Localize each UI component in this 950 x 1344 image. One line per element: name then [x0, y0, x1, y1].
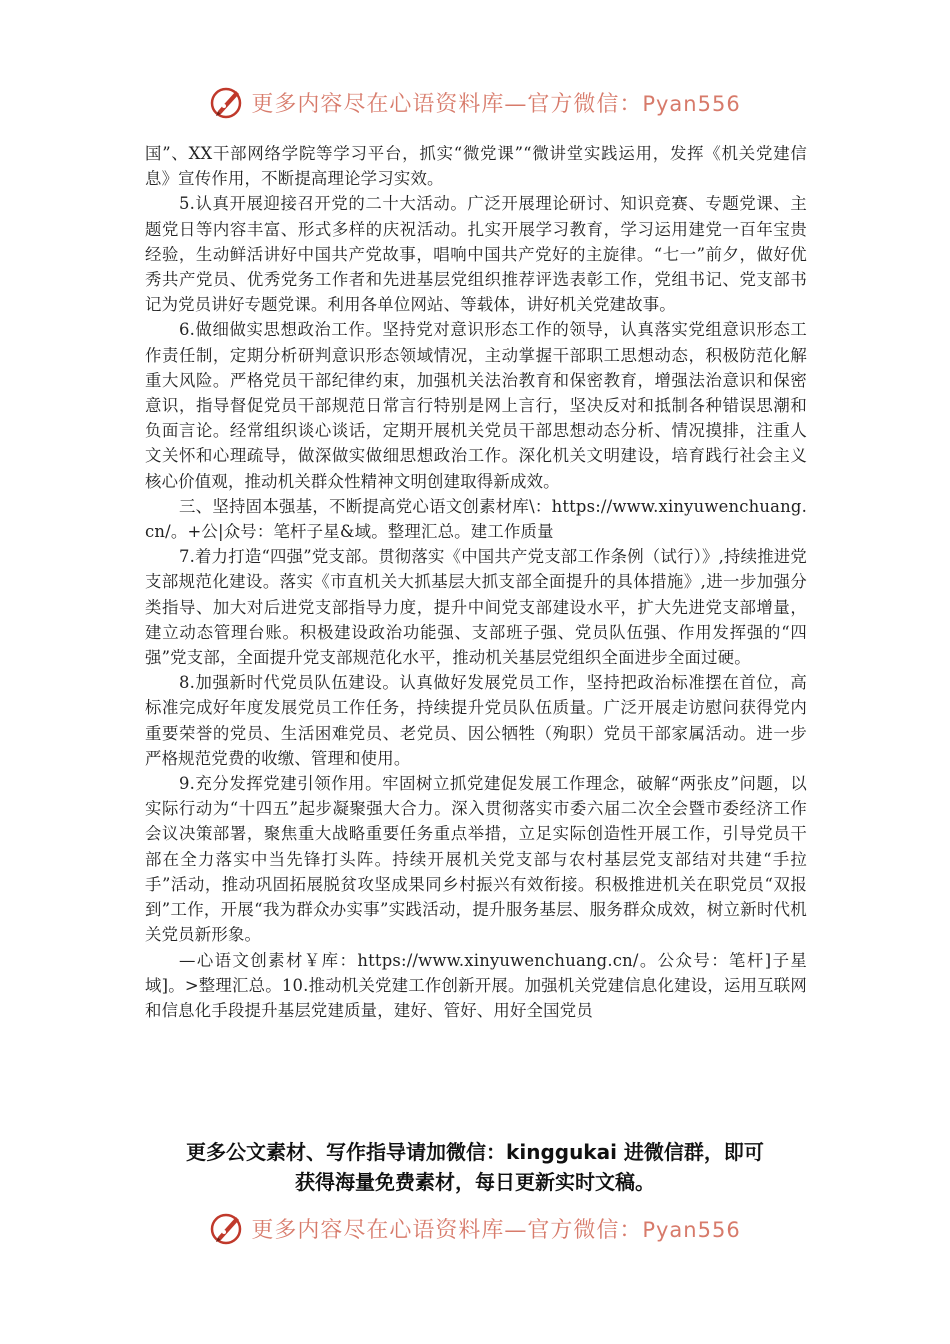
document-body	[145, 141, 807, 1023]
paragraph-6: 8.加强新时代党员队伍建设。认真做好发展党员工作，坚持把政治标准摆在首位，高标准完成好年度发展党员工作任务，持续提升党员队伍质量。广泛开展走访慰问获得党内重要荣誉的党员、生活困难党员、老党员、因公牺牲（殉职）党员干部家属活动。进一步严格规范党费的收缴、管理和使用。	[145, 673, 807, 768]
wechat-id: Pyan556	[642, 1217, 741, 1242]
pen-logo-icon	[209, 1210, 245, 1246]
pen-logo-icon	[209, 84, 245, 120]
paragraph-3: 6.做细做实思想政治工作。坚持党对意识形态工作的领导，认真落实党组意识形态工作责任制，定期分析研判意识形态领域情况，主动掌握干部职工思想动态，积极防范化解重大风险。严格党员干部纪律约束，加强机关法治教育和保密教育，增强法治意识和保密意识，指导督促党员干部规范日常言行特别是网上言行，坚决反对和抵制各种错误思潮和负面言论。经常组织谈心谈话，定期开展机关党员干部思想动态分析、情况摸排，注重人文关怀和心理疏导，做深做实做细思想政治工作。深化机关文明建设，培育践行社会主义核心价值观，推动机关群众性精神文明创建取得新成效。	[145, 320, 807, 491]
header-banner	[0, 84, 950, 120]
paragraph-7: 9.充分发挥党建引领作用。牢固树立抓党建促发展工作理念，破解“两张皮”问题，以实际行动为“十四五”起步凝聚强大合力。深入贯彻落实市委六届二次全会暨市委经济工作会议决策部署，聚焦重大战略重要任务重点举措，立足实际创造性开展工作，引导党员干部在全力落实中当先锋打头阵。持续开展机关党支部与农村基层党支部结对共建“手拉手”活动，推动巩固拓展脱贫攻坚成果同乡村振兴有效衔接。积极推进机关在职党员“双报到”工作，开展“我为群众办实事”实践活动，提升服务基层、服务群众成效，树立新时代机关党员新形象。	[145, 774, 807, 945]
paragraph-1: 国”、XX干部网络学院等学习平台，抓实“微党课”“微讲堂实践运用，发挥《机关党建信息》宣传作用，不断提高理论学习实效。	[145, 144, 807, 189]
footer-banner	[0, 1210, 950, 1246]
promo-notice	[110, 1137, 840, 1197]
paragraph-5: 7.着力打造“四强”党支部。贯彻落实《中国共产党支部工作条例（试行）》,持续推进党支部规范化建设。落实《市直机关大抓基层大抓支部全面提升的具体措施》,进一步加强分类指导、加大对后进党支部指导力度，提升中间党支部建设水平，扩大先进党支部增量，建立动态管理台账。积极建设政治功能强、支部班子强、党员队伍强、作用发挥强的“四强”党支部，全面提升党支部规范化水平，推动机关基层党组织全面进步全面过硬。	[145, 547, 807, 668]
promo-line-2: 获得海量免费素材，每日更新实时文稿。	[295, 1170, 655, 1194]
banner-text: 更多内容尽在心语资料库—官方微信：Pyan556	[251, 1217, 741, 1243]
banner-text: 更多内容尽在心语资料库—官方微信：Pyan556	[251, 91, 741, 117]
section-heading: 三、坚持固本强基，不断提高党心语文创素材库\：https://www.xinyuwenchuang.cn/。+公|众号：笔杆子星&域。整理汇总。建工作质量	[145, 496, 807, 542]
wechat-id: Pyan556	[642, 91, 741, 116]
paragraph-2: 5.认真开展迎接召开党的二十大活动。广泛开展理论研讨、知识竞赛、专题党课、主题党日等内容丰富、形式多样的庆祝活动。扎实开展学习教育，学习运用建党一百年宝贵经验，生动鲜活讲好中国共产党故事，唱响中国共产党好的主旋律。“七一”前夕，做好优秀共产党员、优秀党务工作者和先进基层党组织推荐评选表彰工作，党组书记、党支部书记为党员讲好专题党课。利用各单位网站、等载体，讲好机关党建故事。	[145, 194, 807, 315]
paragraph-8: —心语文创素材￥库：https://www.xinyuwenchuang.cn/。公众号：笔杆]子星域]。>整理汇总。10.推动机关党建工作创新开展。加强机关党建信息化建设，运用互联网和信息化手段提升基层党建质量，建好、管好、用好全国党员	[145, 950, 807, 1020]
promo-line-1: 更多公文素材、写作指导请加微信：kinggukai 进微信群，即可	[186, 1140, 764, 1164]
